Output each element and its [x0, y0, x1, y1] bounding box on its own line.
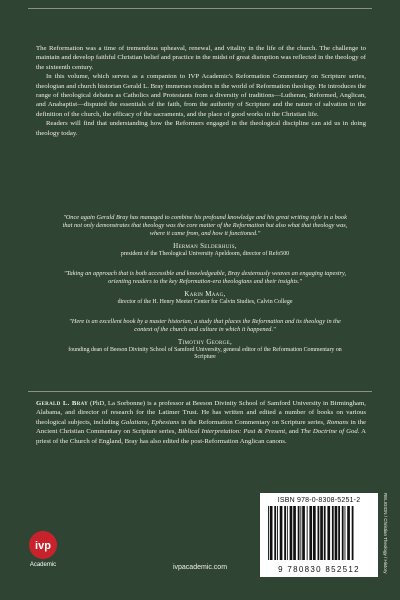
endorser-title: director of the H. Henry Meeter Center for Calvin Studies, Calvin College: [117, 298, 293, 305]
endorsement: [60, 318, 350, 362]
bio-text: . A priest of the Church of England, Bray has also edited the post-Reformation Anglican canons.: [36, 428, 366, 445]
book-title: The Doctrine of God: [300, 428, 358, 436]
book-title: Biblical Interpretation: Past & Present: [178, 428, 286, 436]
isbn-label: ISBN 978-0-8308-5251-2: [277, 497, 361, 504]
endorsements: [60, 214, 350, 374]
endorser-title: president of the Theological University Apeldoorn, director of Refo500: [120, 250, 290, 257]
publisher-website: ivpacademic.com: [172, 564, 228, 571]
barcode-bar: [274, 506, 276, 560]
barcode-bars: [268, 506, 370, 560]
barcode-bar: [280, 506, 283, 560]
barcode-bar: [335, 506, 338, 560]
barcode-bar: [352, 506, 354, 560]
endorsement: [60, 214, 350, 258]
bio-text: in the Ancient Christian Commentary on Scripture series,: [36, 418, 366, 436]
barcode-bar: [300, 506, 301, 560]
bio-text: (PhD, La Sorbonne) is a professor at Beeson Divinity School of Samford University in Birmingham, Alabama, and director of research for the Latimer Trust. He has written and edited a number of books on various theological subjects, including: [36, 400, 366, 426]
author-bio-paragraph: [36, 399, 366, 446]
barcode-bar: [287, 506, 288, 560]
endorsement-text: "Taking an approach that is both accessible and knowledgeable, Bray dexterously weaves an engaging tapestry, orienting readers to the key Reformation-era theologians and their insights.": [63, 270, 347, 286]
barcode-bar: [338, 506, 340, 560]
barcode-digits: 9 780830 852512: [278, 565, 360, 574]
publisher-imprint: Academic: [29, 562, 57, 568]
barcode-bar: [284, 506, 286, 560]
bisac-text: RELIGION / Christian Theology / History: [383, 493, 388, 574]
barcode-bar: [293, 506, 296, 560]
author-bio: [36, 399, 366, 446]
barcode-bar: [342, 506, 344, 560]
author-name: Gerald L. Bray: [36, 400, 88, 407]
barcode-bar: [324, 506, 326, 560]
barcode-bar: [302, 506, 305, 560]
barcode-bar: [313, 506, 316, 560]
endorsement: [60, 270, 350, 306]
ivp-logo-icon: [28, 530, 58, 560]
barcode-bar: [277, 506, 278, 560]
barcode-bar: [345, 506, 346, 560]
blurb-paragraph: The Reformation was a time of tremendous upheaval, renewal, and vitality in the life of the church. The challenge to maintain and develop faithful Christian belief and practice in the midst of great disruption was reflected in the theology of the sixteenth century.: [36, 45, 366, 71]
bio-text: in the Reformation Commentary on Scripture series,: [179, 418, 327, 426]
barcode-bar: [332, 506, 334, 560]
endorser-name: Timothy George,: [178, 337, 232, 346]
bio-text: , and: [285, 428, 301, 436]
top-divider: [28, 8, 372, 9]
barcode-bar: [320, 506, 323, 560]
blurb-paragraph: In this volume, which serves as a companion to IVP Academic's Reformation Commentary on Scripture series, theologian and church historian Gerald L. Bray immerses readers in the world of Reformation theology. He introduces the range of theological debates as Catholics and Protestants from a diversity of traditions—Lutheran, Reformed, Anglican, and Anabaptist—disputed the essentials of the faith, from the authority of Scripture and the nature of salvation to the definition of the church, the efficacy of the sacraments, and the place of good works in the Christian life.: [36, 73, 366, 118]
book-title: Galatians, Ephesians: [121, 418, 180, 426]
endorser-name: Karin Maag,: [184, 289, 226, 298]
barcode-bar: [307, 506, 308, 560]
endorser-title: founding dean of Beeson Divinity School of Samford University, general editor of the Reformation Commentary on Scripture: [68, 346, 342, 361]
endorsement-text: "Here is an excellent book by a master historian, a study that places the Reformation and its theology in the context of the church and culture in which it happened.": [69, 318, 341, 334]
barcode-bar: [268, 506, 269, 560]
barcode-bar: [298, 506, 300, 560]
barcode-bar: [327, 506, 330, 560]
bisac-category: [380, 493, 390, 577]
endorser-name: Herman Selderhuis,: [173, 241, 237, 250]
barcode-bar: [318, 506, 320, 560]
barcode-bar: [347, 506, 350, 560]
book-title: Romans: [326, 418, 349, 426]
barcode-bar: [270, 506, 273, 560]
book-blurb: [36, 44, 366, 138]
barcode-bar: [290, 506, 293, 560]
barcode-bar: [309, 506, 312, 560]
logo-text: ivp: [35, 540, 51, 552]
middle-divider: [28, 391, 372, 392]
blurb-paragraph: Readers will find that understanding how the Reformers engaged in the theological discipline can aid us in doing theology today.: [36, 120, 366, 137]
isbn-barcode: [260, 493, 378, 577]
endorsement-text: "Once again Gerald Bray has managed to combine his profound knowledge and his great writing style in a book that not only demonstrates that theology was the core matter of the Reformation but also what that theology was, where it came from, and how it functioned.": [62, 214, 348, 238]
